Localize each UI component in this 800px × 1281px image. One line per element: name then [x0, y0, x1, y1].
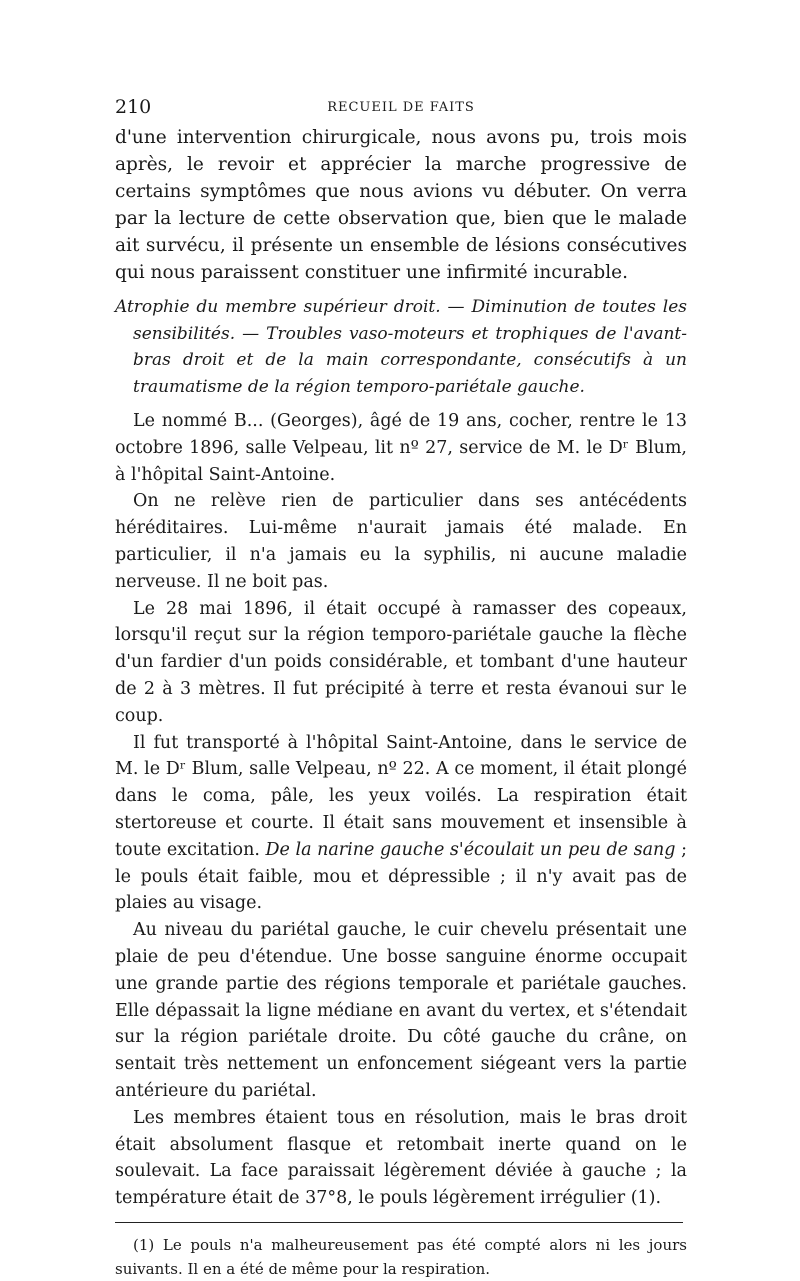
- paragraph-accident: Le 28 mai 1896, il était occupé à ramasser des copeaux, lorsqu'il reçut sur la région temporo-pariétale gauche la flèche d'un fardier d'un poids considérable, et tombant d'une hauteur de 2 à 3 mètres. Il fut précipité à terre et resta évanoui sur le coup.: [115, 598, 687, 726]
- footnote: (1) Le pouls n'a malheureusement pas été compté alors ni les jours suivants. Il en a été de même pour la respiration.: [115, 1235, 687, 1278]
- observation-summary: Atrophie du membre supérieur droit. — Diminution de toutes les sensibilités. — Troubles vaso-moteurs et trophiques de l'avant-bras droit et de la main correspondante, consécutifs à un traumatisme de la région temporo-pariétale gauche.: [115, 297, 687, 397]
- running-head: RECUEIL DE FAITS: [327, 100, 475, 115]
- paragraph-patient: Le nommé B... (Georges), âgé de 19 ans, cocher, rentre le 13 octobre 1896, salle Velpeau, lit nº 27, service de M. le Dʳ Blum, à l'hôpital Saint-Antoine.: [115, 411, 687, 485]
- admission-italic: De la narine gauche s'écoulait un peu de sang: [265, 839, 676, 860]
- paragraph-members: Les membres étaient tous en résolution, mais le bras droit était absolument flasque et retombait inerte quand on le soulevait. La face paraissait légèrement déviée à gauche ; la température était de 37°8, le pouls légèrement irrégulier (1).: [115, 1107, 687, 1209]
- footnote-rule: [115, 1222, 683, 1223]
- paragraph-parietal: Au niveau du pariétal gauche, le cuir chevelu présentait une plaie de peu d'étendue. Une bosse sanguine énorme occupait une grande partie des régions temporale et pariétale gauches. Elle dépassait la ligne médiane en avant du vertex, et s'étendait sur la région pariétale droite. Du côté gauche du crâne, on sentait très nettement un enfoncement siégeant vers la partie antérieure du pariétal.: [115, 920, 687, 1101]
- page-number: 210: [115, 96, 152, 118]
- paragraph-admission: [115, 730, 687, 918]
- book-page: [115, 96, 687, 1281]
- paragraph-antecedents: On ne relève rien de particulier dans ses antécédents héréditaires. Lui-même n'aurait jamais été malade. En particulier, il n'a jamais eu la syphilis, ni aucune maladie nerveuse. Il ne boit pas.: [115, 491, 687, 592]
- admission-text-end: ; le pouls était faible, mou et dépressible ; il n'y avait pas de plaies au visage.: [115, 839, 687, 914]
- admission-text: Il fut transporté à l'hôpital Saint-Antoine, dans le service de M. le Dʳ Blum, salle Velpeau, nº 22. A ce moment, il était plongé dans le coma, pâle, les yeux voilés. La respiration était stertoreuse et courte. Il était sans mouvement et insensible à toute excitation.: [115, 732, 687, 860]
- intro-paragraph: d'une intervention chirurgicale, nous avons pu, trois mois après, le revoir et apprécier la marche progressive de certains symptômes que nous avions vu débuter. On verra par la lecture de cette observation que, bien que le malade ait survécu, il présente un ensemble de lésions consécutives qui nous paraissent constituer une infirmité incurable.: [115, 127, 687, 283]
- page-header: [115, 96, 687, 124]
